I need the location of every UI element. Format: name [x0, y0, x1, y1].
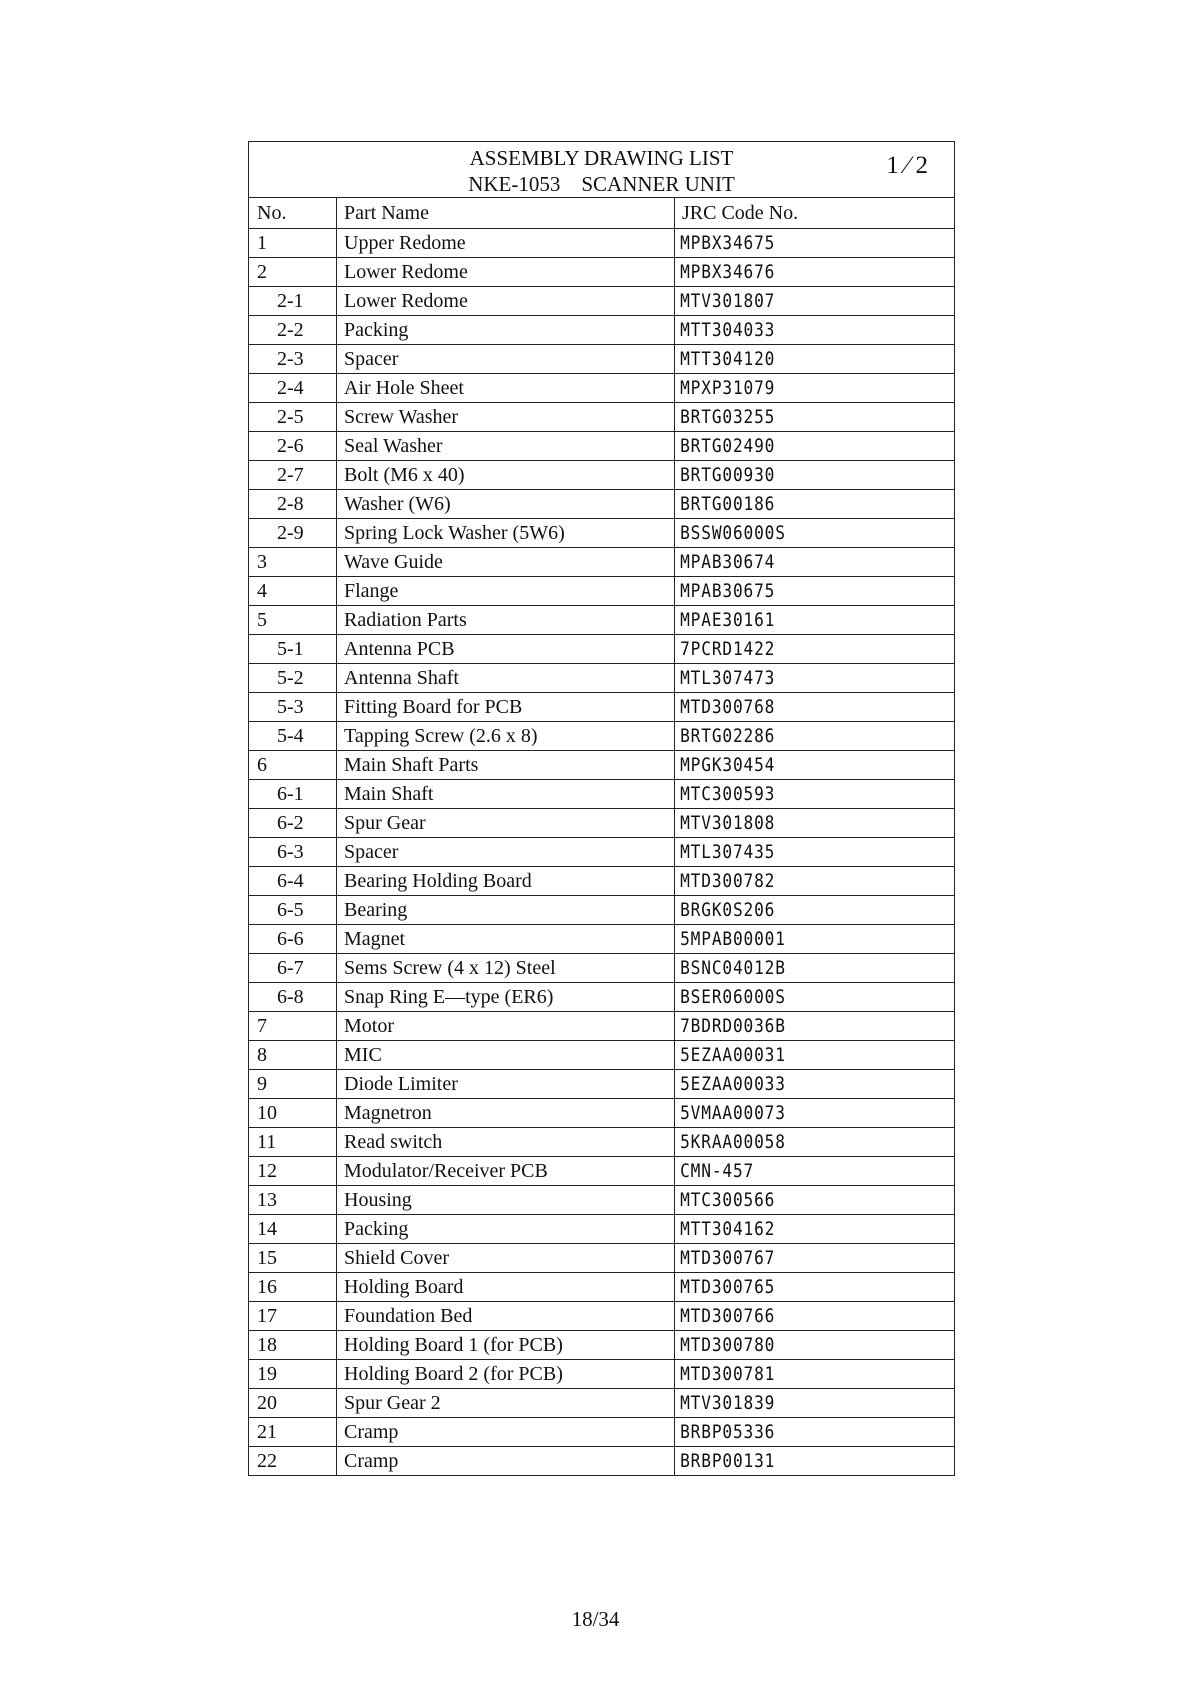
table-row [249, 287, 955, 316]
part-number: 2-3 [249, 345, 337, 374]
parts-rows [249, 229, 955, 1476]
jrc-code-cell [675, 1128, 955, 1157]
part-name: Washer (W6) [337, 490, 675, 519]
column-header-no: No. [249, 198, 337, 229]
table-row [249, 606, 955, 635]
jrc-code: MTD300767 [680, 1247, 776, 1269]
jrc-code: 5VMAA00073 [680, 1102, 786, 1124]
table-row [249, 1012, 955, 1041]
part-number: 5-3 [249, 693, 337, 722]
jrc-code-cell [675, 1215, 955, 1244]
jrc-code: MPBX34676 [680, 261, 776, 283]
jrc-code: BRTG00186 [680, 493, 776, 515]
part-name: Lower Redome [337, 258, 675, 287]
jrc-code: 5EZAA00031 [680, 1044, 786, 1066]
jrc-code-cell [675, 838, 955, 867]
part-name: Packing [337, 316, 675, 345]
part-name: Sems Screw (4 x 12) Steel [337, 954, 675, 983]
table-row [249, 867, 955, 896]
part-number: 5 [249, 606, 337, 635]
jrc-code-cell [675, 1157, 955, 1186]
part-number: 17 [249, 1302, 337, 1331]
part-number: 10 [249, 1099, 337, 1128]
part-number: 6-1 [249, 780, 337, 809]
jrc-code: MTV301808 [680, 812, 776, 834]
table-row [249, 316, 955, 345]
part-name: Modulator/Receiver PCB [337, 1157, 675, 1186]
jrc-code: BRTG02490 [680, 435, 776, 457]
part-name: Radiation Parts [337, 606, 675, 635]
unit-title: NKE-1053 SCANNER UNIT [468, 172, 735, 196]
jrc-code-cell [675, 606, 955, 635]
part-number: 2-8 [249, 490, 337, 519]
part-name: Tapping Screw (2.6 x 8) [337, 722, 675, 751]
part-number: 6-5 [249, 896, 337, 925]
table-row [249, 461, 955, 490]
jrc-code-cell [675, 867, 955, 896]
table-row [249, 954, 955, 983]
table-row [249, 229, 955, 258]
part-number: 2-6 [249, 432, 337, 461]
parts-table [248, 141, 955, 1476]
part-number: 21 [249, 1418, 337, 1447]
jrc-code: MTV301807 [680, 290, 776, 312]
part-name: Housing [337, 1186, 675, 1215]
jrc-code-cell [675, 693, 955, 722]
jrc-code-cell [675, 1012, 955, 1041]
jrc-code-cell [675, 722, 955, 751]
table-row [249, 664, 955, 693]
part-name: Holding Board [337, 1273, 675, 1302]
jrc-code: 7BDRD0036B [680, 1015, 786, 1037]
part-name: Spacer [337, 345, 675, 374]
jrc-code-cell [675, 1331, 955, 1360]
part-name: Holding Board 1 (for PCB) [337, 1331, 675, 1360]
table-row [249, 1418, 955, 1447]
part-name: Fitting Board for PCB [337, 693, 675, 722]
jrc-code: MPBX34675 [680, 232, 776, 254]
jrc-code: BRBP05336 [680, 1421, 776, 1443]
jrc-code: MPGK30454 [680, 754, 776, 776]
table-row [249, 374, 955, 403]
jrc-code-cell [675, 1070, 955, 1099]
table-row [249, 751, 955, 780]
part-name: Holding Board 2 (for PCB) [337, 1360, 675, 1389]
part-name: Screw Washer [337, 403, 675, 432]
part-number: 6-7 [249, 954, 337, 983]
jrc-code: MPAB30675 [680, 580, 776, 602]
table-row [249, 490, 955, 519]
document-title: ASSEMBLY DRAWING LIST [469, 146, 734, 170]
part-number: 2-7 [249, 461, 337, 490]
jrc-code: 7PCRD1422 [680, 638, 776, 660]
jrc-code: MTD300766 [680, 1305, 776, 1327]
jrc-code: MTD300782 [680, 870, 776, 892]
table-row [249, 345, 955, 374]
jrc-code: MTC300566 [680, 1189, 776, 1211]
table-row [249, 1070, 955, 1099]
part-name: Antenna Shaft [337, 664, 675, 693]
jrc-code-cell [675, 896, 955, 925]
part-number: 6-4 [249, 867, 337, 896]
table-row [249, 1041, 955, 1070]
jrc-code: MTC300593 [680, 783, 776, 805]
part-number: 2-2 [249, 316, 337, 345]
jrc-code-cell [675, 374, 955, 403]
jrc-code-cell [675, 258, 955, 287]
part-name: Magnet [337, 925, 675, 954]
jrc-code-cell [675, 316, 955, 345]
table-row [249, 548, 955, 577]
jrc-code-cell [675, 983, 955, 1012]
part-name: Bearing Holding Board [337, 867, 675, 896]
jrc-code-cell [675, 1041, 955, 1070]
jrc-code-cell [675, 925, 955, 954]
jrc-code: MTD300768 [680, 696, 776, 718]
part-name: Spur Gear 2 [337, 1389, 675, 1418]
table-row [249, 1186, 955, 1215]
part-number: 1 [249, 229, 337, 258]
jrc-code-cell [675, 1273, 955, 1302]
table-row [249, 896, 955, 925]
part-number: 12 [249, 1157, 337, 1186]
part-number: 2 [249, 258, 337, 287]
part-name: Magnetron [337, 1099, 675, 1128]
part-number: 2-9 [249, 519, 337, 548]
jrc-code-cell [675, 287, 955, 316]
assembly-drawing-list [248, 141, 954, 1476]
jrc-code: BRTG02286 [680, 725, 776, 747]
jrc-code-cell [675, 548, 955, 577]
part-name: Motor [337, 1012, 675, 1041]
part-number: 14 [249, 1215, 337, 1244]
part-number: 6-2 [249, 809, 337, 838]
part-number: 6-3 [249, 838, 337, 867]
jrc-code-cell [675, 1099, 955, 1128]
table-row [249, 577, 955, 606]
jrc-code-cell [675, 1186, 955, 1215]
part-name: Diode Limiter [337, 1070, 675, 1099]
part-name: Seal Washer [337, 432, 675, 461]
jrc-code-cell [675, 809, 955, 838]
part-name: Packing [337, 1215, 675, 1244]
jrc-code-cell [675, 664, 955, 693]
part-name: Main Shaft Parts [337, 751, 675, 780]
part-name: Spring Lock Washer (5W6) [337, 519, 675, 548]
table-row [249, 838, 955, 867]
jrc-code: MPAE30161 [680, 609, 776, 631]
jrc-code: BRGK0S206 [680, 899, 776, 921]
table-row [249, 1215, 955, 1244]
part-name: Foundation Bed [337, 1302, 675, 1331]
title-cell [249, 142, 955, 198]
jrc-code: CMN-457 [680, 1160, 755, 1182]
part-name: Wave Guide [337, 548, 675, 577]
part-number: 11 [249, 1128, 337, 1157]
jrc-code: 5KRAA00058 [680, 1131, 786, 1153]
part-number: 5-1 [249, 635, 337, 664]
table-row [249, 635, 955, 664]
part-name: Snap Ring E—type (ER6) [337, 983, 675, 1012]
jrc-code: BSNC04012B [680, 957, 786, 979]
column-header-code: JRC Code No. [675, 198, 955, 229]
jrc-code-cell [675, 1244, 955, 1273]
column-header-row [249, 198, 955, 229]
jrc-code: BSSW06000S [680, 522, 786, 544]
jrc-code: MPXP31079 [680, 377, 776, 399]
jrc-code: MTD300781 [680, 1363, 776, 1385]
part-number: 13 [249, 1186, 337, 1215]
part-name: MIC [337, 1041, 675, 1070]
table-row [249, 1447, 955, 1476]
table-row [249, 432, 955, 461]
part-number: 6-6 [249, 925, 337, 954]
table-row [249, 519, 955, 548]
table-row [249, 1128, 955, 1157]
title-row [249, 142, 955, 198]
part-number: 3 [249, 548, 337, 577]
part-name: Cramp [337, 1418, 675, 1447]
jrc-code: MTT304033 [680, 319, 776, 341]
jrc-code: BSER06000S [680, 986, 786, 1008]
jrc-code-cell [675, 1447, 955, 1476]
part-number: 8 [249, 1041, 337, 1070]
jrc-code-cell [675, 519, 955, 548]
part-number: 5-4 [249, 722, 337, 751]
part-number: 7 [249, 1012, 337, 1041]
table-row [249, 693, 955, 722]
jrc-code-cell [675, 1389, 955, 1418]
table-row [249, 1389, 955, 1418]
jrc-code-cell [675, 403, 955, 432]
part-number: 15 [249, 1244, 337, 1273]
table-row [249, 1331, 955, 1360]
jrc-code: MTT304120 [680, 348, 776, 370]
part-number: 2-4 [249, 374, 337, 403]
jrc-code-cell [675, 432, 955, 461]
jrc-code-cell [675, 461, 955, 490]
table-row [249, 722, 955, 751]
part-number: 18 [249, 1331, 337, 1360]
part-name: Lower Redome [337, 287, 675, 316]
jrc-code-cell [675, 780, 955, 809]
jrc-code-cell [675, 751, 955, 780]
jrc-code-cell [675, 229, 955, 258]
part-name: Main Shaft [337, 780, 675, 809]
part-name: Flange [337, 577, 675, 606]
part-number: 9 [249, 1070, 337, 1099]
jrc-code: MTV301839 [680, 1392, 776, 1414]
jrc-code: BRTG00930 [680, 464, 776, 486]
part-number: 6 [249, 751, 337, 780]
jrc-code: BRBP00131 [680, 1450, 776, 1472]
jrc-code-cell [675, 1418, 955, 1447]
jrc-code: MPAB30674 [680, 551, 776, 573]
jrc-code: MTD300765 [680, 1276, 776, 1298]
column-header-part-name: Part Name [337, 198, 675, 229]
part-name: Bolt (M6 x 40) [337, 461, 675, 490]
table-row [249, 1244, 955, 1273]
jrc-code: MTT304162 [680, 1218, 776, 1240]
jrc-code: MTL307435 [680, 841, 776, 863]
part-name: Air Hole Sheet [337, 374, 675, 403]
jrc-code-cell [675, 1302, 955, 1331]
jrc-code: 5MPAB00001 [680, 928, 786, 950]
table-row [249, 403, 955, 432]
jrc-code-cell [675, 635, 955, 664]
part-number: 16 [249, 1273, 337, 1302]
part-name: Upper Redome [337, 229, 675, 258]
sheet-fraction: 1 ⁄ 2 [886, 152, 929, 179]
part-name: Spur Gear [337, 809, 675, 838]
part-number: 2-5 [249, 403, 337, 432]
part-name: Bearing [337, 896, 675, 925]
part-number: 6-8 [249, 983, 337, 1012]
page-number: 18/34 [571, 1607, 620, 1631]
jrc-code-cell [675, 345, 955, 374]
part-number: 5-2 [249, 664, 337, 693]
table-row [249, 258, 955, 287]
jrc-code: BRTG03255 [680, 406, 776, 428]
part-number: 2-1 [249, 287, 337, 316]
part-name: Shield Cover [337, 1244, 675, 1273]
part-name: Spacer [337, 838, 675, 867]
table-row [249, 925, 955, 954]
part-number: 20 [249, 1389, 337, 1418]
jrc-code-cell [675, 577, 955, 606]
part-name: Read switch [337, 1128, 675, 1157]
jrc-code-cell [675, 490, 955, 519]
jrc-code: 5EZAA00033 [680, 1073, 786, 1095]
part-name: Cramp [337, 1447, 675, 1476]
jrc-code: MTD300780 [680, 1334, 776, 1356]
table-row [249, 1273, 955, 1302]
part-number: 4 [249, 577, 337, 606]
jrc-code-cell [675, 954, 955, 983]
part-number: 19 [249, 1360, 337, 1389]
table-row [249, 1099, 955, 1128]
table-row [249, 983, 955, 1012]
table-row [249, 780, 955, 809]
jrc-code: MTL307473 [680, 667, 776, 689]
table-row [249, 1360, 955, 1389]
table-row [249, 809, 955, 838]
table-row [249, 1302, 955, 1331]
jrc-code-cell [675, 1360, 955, 1389]
part-number: 22 [249, 1447, 337, 1476]
part-name: Antenna PCB [337, 635, 675, 664]
table-row [249, 1157, 955, 1186]
